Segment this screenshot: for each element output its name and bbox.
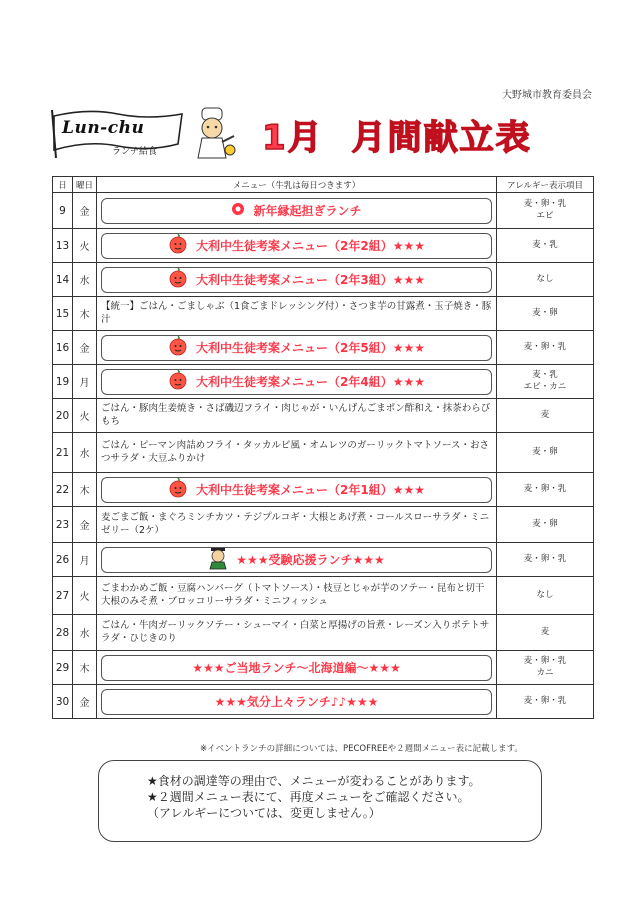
- allergy-cell: 麦・乳 エビ・カニ: [497, 365, 594, 399]
- table-row: [53, 685, 594, 719]
- menu-text: ★★★ご当地ランチ～北海道編～★★★: [192, 661, 401, 675]
- table-row: [53, 507, 594, 543]
- lunch-menu-table: [52, 176, 594, 719]
- allergy-cell: 麦・卵・乳: [497, 543, 594, 577]
- menu-text: 新年縁起担ぎランチ: [253, 204, 362, 218]
- event-menu-box: [101, 335, 492, 361]
- menu-text: ごまわかめご飯・豆腐ハンバーグ（トマトソース）・枝豆とじゃが芋のソテー・昆布と切干大根のみそ煮・ブロッコリーサラダ・ミニフィッシュ: [101, 582, 485, 607]
- weekday-cell: 木: [73, 651, 97, 685]
- notice-box: [98, 760, 542, 842]
- menu-text: 大利中生徒考案メニュー（2年2組）★★★: [196, 239, 425, 253]
- table-row: [53, 297, 594, 331]
- menu-text: 大利中生徒考案メニュー（2年1組）★★★: [196, 483, 425, 497]
- day-cell: 27: [53, 577, 73, 615]
- table-row: [53, 543, 594, 577]
- event-menu-box: [101, 369, 492, 395]
- table-row: [53, 399, 594, 433]
- allergy-cell: 麦・乳: [497, 229, 594, 263]
- menu-text: 大利中生徒考案メニュー（2年5組）★★★: [196, 341, 425, 355]
- allergy-cell: 麦・卵: [497, 507, 594, 543]
- allergy-cell: なし: [497, 263, 594, 297]
- weekday-cell: 木: [73, 297, 97, 331]
- menu-cell: [97, 507, 497, 543]
- weekday-cell: 火: [73, 399, 97, 433]
- weekday-cell: 火: [73, 577, 97, 615]
- day-cell: 22: [53, 473, 73, 507]
- table-row: [53, 433, 594, 473]
- day-cell: 28: [53, 615, 73, 651]
- menu-text: ★★★気分上々ランチ♪♪★★★: [214, 695, 379, 709]
- header-menu: メニュー（牛乳は毎日つきます）: [97, 177, 497, 193]
- student-mascot-icon: [168, 267, 188, 293]
- day-cell: 26: [53, 543, 73, 577]
- student-mascot-icon: [168, 335, 188, 361]
- weekday-cell: 金: [73, 331, 97, 365]
- allergy-cell: 麦: [497, 615, 594, 651]
- menu-cell: [97, 297, 497, 331]
- event-menu-box: [101, 198, 492, 224]
- header-weekday: 曜日: [73, 177, 97, 193]
- table-row: [53, 365, 594, 399]
- allergy-cell: 麦・卵: [497, 297, 594, 331]
- table-row: [53, 193, 594, 229]
- day-cell: 9: [53, 193, 73, 229]
- weekday-cell: 月: [73, 365, 97, 399]
- event-menu-box: [101, 477, 492, 503]
- weekday-cell: 木: [73, 473, 97, 507]
- menu-cell: [97, 193, 497, 229]
- student-mascot-icon: [168, 477, 188, 503]
- allergy-cell: 麦・卵・乳 エビ: [497, 193, 594, 229]
- weekday-cell: 水: [73, 615, 97, 651]
- notice-line: ★２週間メニュー表にて、再度メニューをご確認ください。: [147, 790, 470, 804]
- event-menu-box: [101, 547, 492, 573]
- menu-cell: [97, 433, 497, 473]
- weekday-cell: 水: [73, 263, 97, 297]
- allergy-cell: 麦・卵・乳: [497, 331, 594, 365]
- allergy-cell: 麦・卵・乳 カニ: [497, 651, 594, 685]
- menu-cell: [97, 651, 497, 685]
- notice-line: （アレルギーについては、変更しません。）: [147, 806, 381, 820]
- logo-text: Lun-chu: [62, 118, 145, 138]
- menu-cell: [97, 399, 497, 433]
- event-menu-box: [101, 233, 492, 259]
- menu-text: ごはん・牛肉ガーリックソテー・シューマイ・白菜と厚揚げの旨煮・レーズン入りポテトサラダ・ひじきのり: [101, 619, 490, 644]
- page-title: [262, 110, 532, 159]
- weekday-cell: 金: [73, 507, 97, 543]
- menu-text: ごはん・豚肉生姜焼き・さば磯辺フライ・肉じゃが・いんげんごまポン酢和え・抹茶わらびもち: [101, 402, 491, 427]
- menu-cell: [97, 365, 497, 399]
- table-row: [53, 615, 594, 651]
- allergy-cell: なし: [497, 577, 594, 615]
- table-row: [53, 229, 594, 263]
- weekday-cell: 火: [73, 229, 97, 263]
- weekday-cell: 水: [73, 433, 97, 473]
- allergy-cell: 麦: [497, 399, 594, 433]
- day-cell: 14: [53, 263, 73, 297]
- event-footnote: ※イベントランチの詳細については、PECOFREEや２週間メニュー表に記載します。: [200, 744, 523, 754]
- event-menu-box: [101, 689, 492, 715]
- menu-text: 【統一】ごはん・ごましゃぶ（1食ごまドレッシング付）・さつま芋の甘露煮・玉子焼き・豚汁: [101, 300, 492, 325]
- menu-cell: [97, 473, 497, 507]
- event-menu-box: [101, 655, 492, 681]
- student-mascot-icon: [168, 369, 188, 395]
- table-header-row: [53, 177, 594, 193]
- allergy-cell: 麦・卵: [497, 433, 594, 473]
- table-row: [53, 331, 594, 365]
- table-row: [53, 473, 594, 507]
- menu-cell: [97, 685, 497, 719]
- menu-cell: [97, 543, 497, 577]
- logo-subtitle: ランチ給食: [112, 147, 158, 157]
- weekday-cell: 金: [73, 193, 97, 229]
- day-cell: 20: [53, 399, 73, 433]
- menu-text: 麦ごまご飯・まぐろミンチカツ・テジプルコギ・大根とあげ煮・コールスローサラダ・ミニゼリー（2ケ）: [101, 511, 490, 536]
- menu-cell: [97, 577, 497, 615]
- menu-text: 大利中生徒考案メニュー（2年3組）★★★: [196, 273, 425, 287]
- allergy-cell: 麦・卵・乳: [497, 685, 594, 719]
- cheering-mascot-icon: [208, 546, 228, 574]
- menu-cell: [97, 331, 497, 365]
- new-year-icon: [231, 201, 245, 220]
- weekday-cell: 金: [73, 685, 97, 719]
- table-row: [53, 263, 594, 297]
- header-day: 日: [53, 177, 73, 193]
- event-menu-box: [101, 267, 492, 293]
- title-month: 1月: [262, 118, 324, 158]
- day-cell: 29: [53, 651, 73, 685]
- title-heading: 月間献立表: [351, 118, 532, 158]
- menu-cell: [97, 615, 497, 651]
- table-row: [53, 651, 594, 685]
- menu-cell: [97, 263, 497, 297]
- weekday-cell: 月: [73, 543, 97, 577]
- allergy-cell: 麦・卵・乳: [497, 473, 594, 507]
- day-cell: 15: [53, 297, 73, 331]
- table-row: [53, 577, 594, 615]
- publisher-name: 大野城市教育委員会: [502, 90, 592, 101]
- menu-text: ★★★受験応援ランチ★★★: [236, 553, 385, 567]
- day-cell: 13: [53, 229, 73, 263]
- day-cell: 30: [53, 685, 73, 719]
- notice-line: ★食材の調達等の理由で、メニューが変わることがあります。: [147, 774, 481, 788]
- menu-text: 大利中生徒考案メニュー（2年4組）★★★: [196, 375, 425, 389]
- menu-cell: [97, 229, 497, 263]
- menu-text: ごはん・ピーマン肉詰めフライ・タッカルビ風・オムレツのガーリックトマトソース・おさつサラダ・大豆ふりかけ: [101, 439, 489, 464]
- day-cell: 21: [53, 433, 73, 473]
- day-cell: 19: [53, 365, 73, 399]
- student-mascot-icon: [168, 233, 188, 259]
- day-cell: 23: [53, 507, 73, 543]
- header-allergy: アレルギー表示項目: [497, 177, 594, 193]
- chef-mascot-icon: [190, 106, 238, 164]
- day-cell: 16: [53, 331, 73, 365]
